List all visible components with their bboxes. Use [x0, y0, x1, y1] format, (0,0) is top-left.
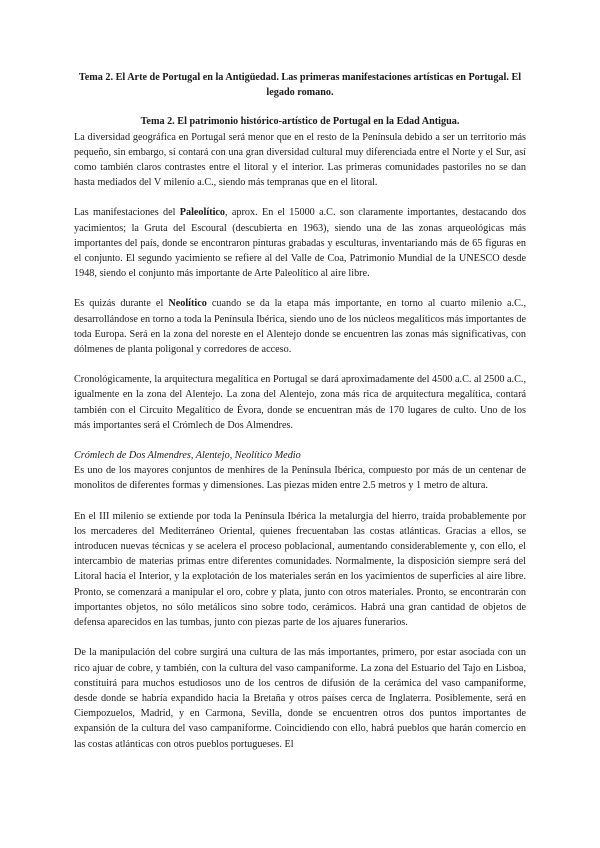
term-paleolithic: Paleolítico — [179, 207, 226, 219]
paragraph-copper: De la manipulación del cobre surgirá una cultura de las más importantes, primero, por estar asociada con un rico ajuar de cobre, y también, con la cultura del vaso campaniforme. La zona del Estuario del Tajo en Lisboa, constituirá para muchos estudiosos uno de los centros de difusión de la cerámica del vaso campaniforme, desde donde se habría expandido hacia la Bretaña y otros países cerca de Inglaterra. Posiblemente, será en Ciempozuelos, Madrid, y en Carmona, Sevilla, donde se encuentren otros dos puntos importantes de expansión de la cultura del vaso campaniforme. Coincidiendo con ello, habrá pueblos que harán comercio en las costas atlánticas con otros pueblos portugueses. El — [74, 647, 526, 750]
paragraph-paleolithic: Las manifestaciones del Paleolítico, aprox. En el 15000 a.C. son claramente importantes, destacando dos yacimientos; la Gruta del Escoural (descubierta en 1963), siendo una de las zonas arqueológicas más importantes del país, donde se encontraron pinturas grabadas y esculturas, inventariando más de 65 figuras en el conjunto. El segundo yacimiento se refiere al del Valle de Coa, Patrimonio Mundial de la UNESCO desde 1948, siendo el conjunto más importante de Arte Paleolítico al aire libre. — [74, 207, 526, 280]
figure-caption: Crómlech de Dos Almendres, Alentejo, Neolítico Medio — [74, 450, 301, 462]
term-neolithic: Neolítico — [168, 298, 207, 310]
paragraph-metallurgy: En el III milenio se extiende por toda la Península Ibérica la metalurgia del hierro, traída probablemente por los mercaderes del Mediterráneo Oriental, quienes frecuentaban las costas atlánticas. Gracias a ellos, se introducen nuevas técnicas y se acelera el proceso poblacional, aumentando considerablemente y, con ello, el intercambio de materias primas entre diferentes comunidades. Normalmente, la disposición siempre será del Litoral hacia el Interior, y la explotación de los materiales serán en los yacimientos de superficies al aire libre. Pronto, se comenzará a manipular el oro, cobre y plata, junto con otros materiales. Pronto, se encontrarán con importantes objetos, no sólo metálicos sino sobre todo, cerámicos. Habrá una gran cantidad de objetos de defensa aparecidos en las tumbas, junto con piezas parte de los ajuares funerarios. — [74, 510, 526, 629]
paragraph-geography: La diversidad geográfica en Portugal será menor que en el resto de la Península debido a ser un territorio más pequeño, sin embargo, sí contará con una gran diversidad cultural muy diferenciada entre el Norte y el Sur, así como también claros contrastes entre el litoral y el interior. Las primeras comunidades pastoriles no se dan hasta mediados del V milenio a.C., siendo más tempranas que en el litoral. — [74, 131, 526, 189]
document-page — [74, 70, 526, 767]
paragraph-cromlech: Es uno de los mayores conjuntos de menhires de la Península Ibérica, compuesto por más de un centenar de monolitos de diferentes formas y dimensiones. Las piezas miden entre 2.5 metros y 1 metro de altura. — [74, 465, 526, 492]
document-title: Tema 2. El Arte de Portugal en la Antigüedad. Las primeras manifestaciones artísticas en Portugal. El legado romano. — [78, 72, 522, 99]
paragraph-megalithic: Cronológicamente, la arquitectura megalítica en Portugal se dará aproximadamente del 4500 a.C. al 2500 a.C., igualmente en la zona del Alentejo. La zona del Alentejo, zona más rica de arquitectura megalítica, contará también con el Circuito Megalítico de Évora, donde se encuentran más de 170 lugares de culto. Uno de los más importantes será el Crómlech de Dos Almendres. — [74, 374, 526, 431]
document-subtitle: Tema 2. El patrimonio histórico-artístico de Portugal en la Edad Antigua. — [140, 116, 460, 128]
paragraph-neolithic: Es quizás durante el Neolítico cuando se da la etapa más importante, en torno al cuarto milenio a.C., desarrollándose en torno a toda la Península Ibérica, siendo uno de los núcleos megalíticos más importantes de toda Europa. Será en la zona del noreste en el Alentejo donde se encuentren las zonas más significativas, con dólmenes de planta poligonal y corredores de acceso. — [74, 298, 526, 356]
